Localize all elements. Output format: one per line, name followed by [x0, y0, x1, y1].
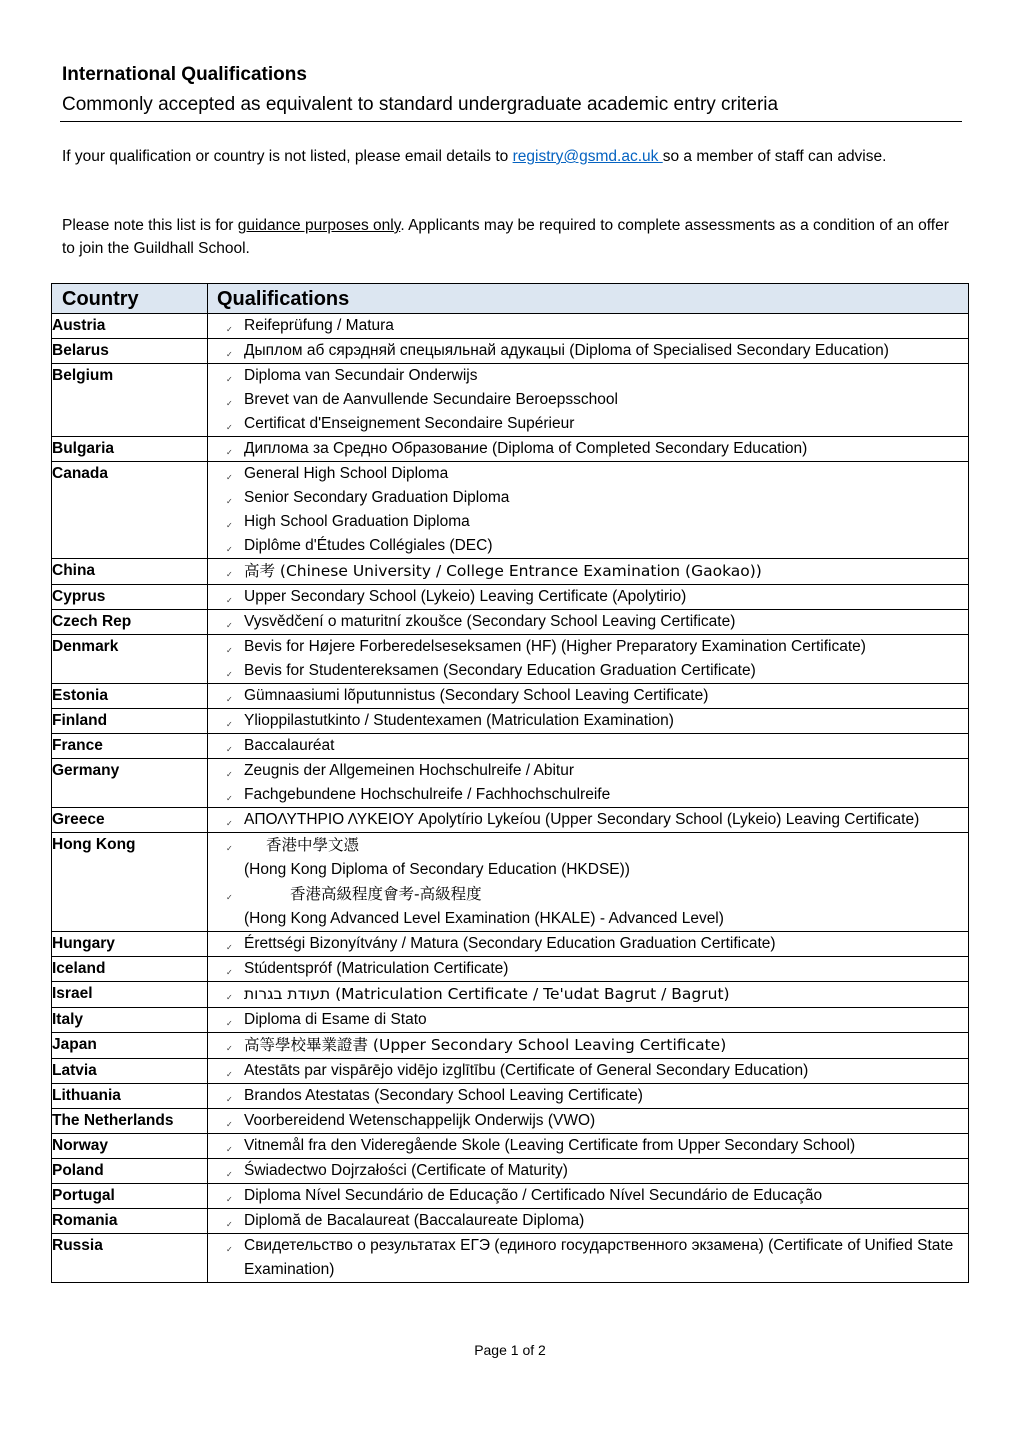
contact-text-before: If your qualification or country is not listed, please email details to	[62, 148, 513, 165]
checkmark-bullet-icon: ✓	[226, 570, 233, 579]
qualifications-cell	[208, 1184, 969, 1209]
qualification-text: Fachgebundene Hochschulreife / Fachhochschulreife	[244, 786, 611, 803]
checkmark-bullet-icon: ✓	[226, 943, 233, 952]
table-row	[52, 1134, 969, 1159]
country-cell: Czech Rep	[52, 610, 208, 635]
qualification-text: Диплома за Средно Образование (Diploma of Completed Secondary Education)	[244, 440, 808, 457]
registry-email-link[interactable]: registry@gsmd.ac.uk	[512, 148, 663, 165]
qualifications-cell	[208, 610, 969, 635]
country-cell: China	[52, 559, 208, 585]
qualifications-cell	[208, 1109, 969, 1134]
checkmark-bullet-icon: ✓	[226, 325, 233, 334]
country-cell: Hong Kong	[52, 833, 208, 932]
qualification-text: Baccalauréat	[244, 737, 335, 754]
qualification-item	[208, 858, 968, 882]
table-row	[52, 1209, 969, 1234]
qualification-item	[208, 734, 968, 758]
qualification-item	[208, 462, 968, 486]
checkmark-bullet-icon: ✓	[226, 893, 233, 902]
qualification-text: Stúdentspróf (Matriculation Certificate)	[244, 960, 509, 977]
qualification-text: Diploma van Secundair Onderwijs	[244, 367, 478, 384]
qualification-text: Diploma di Esame di Stato	[244, 1011, 427, 1028]
qualification-text: Świadectwo Dojrzałości (Certificate of Maturity)	[244, 1162, 568, 1179]
qualification-item	[208, 534, 968, 558]
qualifications-cell	[208, 709, 969, 734]
country-cell: Bulgaria	[52, 437, 208, 462]
table-row	[52, 957, 969, 982]
qualification-text: Reifeprüfung / Matura	[244, 317, 394, 334]
table-row	[52, 1084, 969, 1109]
country-cell: Japan	[52, 1033, 208, 1059]
qualification-item	[208, 759, 968, 783]
qualifications-cell	[208, 982, 969, 1008]
intro-paragraph-contact	[62, 145, 952, 168]
qualification-text: Brevet van de Aanvullende Secundaire Beroepsschool	[244, 391, 618, 408]
table-row	[52, 339, 969, 364]
table-row	[52, 684, 969, 709]
table-row	[52, 559, 969, 585]
qualification-item	[208, 585, 968, 609]
country-cell: Finland	[52, 709, 208, 734]
checkmark-bullet-icon: ✓	[226, 1195, 233, 1204]
country-cell: Italy	[52, 1008, 208, 1033]
table-row	[52, 734, 969, 759]
qualification-item	[208, 559, 968, 584]
qualification-text: Vysvědčení o maturitní zkoušce (Secondary School Leaving Certificate)	[244, 613, 736, 630]
qualification-item	[208, 1134, 968, 1158]
checkmark-bullet-icon: ✓	[226, 621, 233, 630]
table-row	[52, 1159, 969, 1184]
guidance-text-before: Please note this list is for	[62, 217, 238, 234]
document-subtitle: Commonly accepted as equivalent to standard undergraduate academic entry criteria	[62, 94, 779, 115]
country-cell: Austria	[52, 314, 208, 339]
page-number: Page 1 of 2	[474, 1342, 546, 1358]
qualification-text: Bevis for Højere Forberedelseseksamen (HF) (Higher Preparatory Examination Certificate)	[244, 638, 866, 655]
checkmark-bullet-icon: ✓	[226, 1019, 233, 1028]
guidance-text-after: . Applicants may be required to complete assessments as a condition of an offer to join the Guildhall School.	[62, 217, 949, 257]
qualifications-cell	[208, 833, 969, 932]
intro-paragraph-guidance	[62, 214, 952, 260]
checkmark-bullet-icon: ✓	[226, 448, 233, 457]
qualification-text: Atestāts par vispārējo vidējo izglītību (Certificate of General Secondary Education)	[244, 1062, 809, 1079]
qualification-text: תעודת בגרות (Matriculation Certificate / Te'udat Bagrut / Bagrut)	[244, 985, 730, 1003]
qualification-item	[208, 957, 968, 981]
checkmark-bullet-icon: ✓	[226, 695, 233, 704]
document-title: International Qualifications	[62, 64, 307, 85]
qualification-item	[208, 486, 968, 510]
table-row	[52, 1059, 969, 1084]
qualifications-cell	[208, 932, 969, 957]
table-row	[52, 610, 969, 635]
table-row	[52, 1109, 969, 1134]
checkmark-bullet-icon: ✓	[226, 993, 233, 1002]
qualification-item	[208, 932, 968, 956]
qualification-text: Ylioppilastutkinto / Studentexamen (Matriculation Examination)	[244, 712, 674, 729]
checkmark-bullet-icon: ✓	[226, 596, 233, 605]
table-body	[52, 314, 969, 1283]
qualifications-cell	[208, 1084, 969, 1109]
table-row	[52, 808, 969, 833]
qualifications-cell	[208, 808, 969, 833]
checkmark-bullet-icon: ✓	[226, 646, 233, 655]
qualification-text: (Hong Kong Diploma of Secondary Education (HKDSE))	[244, 861, 630, 878]
country-cell: Belgium	[52, 364, 208, 437]
checkmark-bullet-icon: ✓	[226, 1120, 233, 1129]
qualification-item	[208, 1059, 968, 1083]
qualifications-cell	[208, 1008, 969, 1033]
country-cell: France	[52, 734, 208, 759]
checkmark-bullet-icon: ✓	[226, 670, 233, 679]
qualification-text: Diplomă de Bacalaureat (Baccalaureate Diploma)	[244, 1212, 585, 1229]
country-cell: Latvia	[52, 1059, 208, 1084]
checkmark-bullet-icon: ✓	[226, 720, 233, 729]
qualification-item	[208, 882, 968, 907]
table-row	[52, 1184, 969, 1209]
qualification-item	[208, 510, 968, 534]
qualification-item	[208, 783, 968, 807]
checkmark-bullet-icon: ✓	[226, 770, 233, 779]
country-cell: Norway	[52, 1134, 208, 1159]
qualification-text: 香港中學文憑	[266, 836, 360, 854]
qualifications-cell	[208, 1234, 969, 1283]
country-cell: Russia	[52, 1234, 208, 1283]
country-cell: Lithuania	[52, 1084, 208, 1109]
country-cell: Belarus	[52, 339, 208, 364]
qualifications-cell	[208, 462, 969, 559]
checkmark-bullet-icon: ✓	[226, 473, 233, 482]
checkmark-bullet-icon: ✓	[226, 423, 233, 432]
country-cell: Germany	[52, 759, 208, 808]
qualification-text: Свидетельство о результатах ЕГЭ (единого государственного экзамена) (Certificate of Unified State Examination)	[244, 1237, 954, 1278]
qualification-text: Diploma Nível Secundário de Educação / Certificado Nível Secundário de Educação	[244, 1187, 823, 1204]
table-row	[52, 437, 969, 462]
qualifications-cell	[208, 585, 969, 610]
table-row	[52, 1033, 969, 1059]
checkmark-bullet-icon: ✓	[226, 375, 233, 384]
qualification-item	[208, 1084, 968, 1108]
table-row	[52, 759, 969, 808]
table-row	[52, 585, 969, 610]
qualifications-cell	[208, 684, 969, 709]
country-column-header: Country	[52, 284, 208, 314]
qualifications-cell	[208, 734, 969, 759]
country-cell: Poland	[52, 1159, 208, 1184]
checkmark-bullet-icon: ✓	[226, 745, 233, 754]
qualification-text: (Hong Kong Advanced Level Examination (HKALE) - Advanced Level)	[244, 910, 724, 927]
qualification-text: Дыплом аб сярэдняй спецыяльнай адукацыі (Diploma of Specialised Secondary Education)	[244, 342, 889, 359]
qualification-item	[208, 1033, 968, 1058]
table-row	[52, 1234, 969, 1283]
country-cell: Greece	[52, 808, 208, 833]
qualifications-cell	[208, 957, 969, 982]
checkmark-bullet-icon: ✓	[226, 545, 233, 554]
country-cell: Israel	[52, 982, 208, 1008]
qualifications-cell	[208, 1134, 969, 1159]
checkmark-bullet-icon: ✓	[226, 1245, 233, 1254]
qualification-text: Érettségi Bizonyítvány / Matura (Secondary Education Graduation Certificate)	[244, 935, 776, 952]
qualification-text: High School Graduation Diploma	[244, 513, 470, 530]
qualification-text: Upper Secondary School (Lykeio) Leaving Certificate (Apolytirio)	[244, 588, 687, 605]
checkmark-bullet-icon: ✓	[226, 819, 233, 828]
qualifications-cell	[208, 437, 969, 462]
qualification-item	[208, 364, 968, 388]
qualification-item	[208, 339, 968, 363]
qualifications-cell	[208, 759, 969, 808]
qualification-item	[208, 437, 968, 461]
qualifications-cell	[208, 1033, 969, 1059]
checkmark-bullet-icon: ✓	[226, 1145, 233, 1154]
qualifications-cell	[208, 314, 969, 339]
qualification-item	[208, 833, 968, 858]
table-row	[52, 932, 969, 957]
table-row	[52, 462, 969, 559]
table-row	[52, 833, 969, 932]
qualifications-column-header: Qualifications	[208, 284, 969, 314]
table-row	[52, 1008, 969, 1033]
guidance-underlined-text: guidance purposes only	[237, 217, 401, 234]
qualification-text: 香港高級程度會考-高級程度	[290, 885, 482, 903]
qualification-text: 高等學校畢業證書 (Upper Secondary School Leaving Certificate)	[244, 1036, 727, 1054]
checkmark-bullet-icon: ✓	[226, 1170, 233, 1179]
qualification-item	[208, 1209, 968, 1233]
qualification-item	[208, 412, 968, 436]
checkmark-bullet-icon: ✓	[226, 1044, 233, 1053]
qualifications-cell	[208, 635, 969, 684]
qualification-text: General High School Diploma	[244, 465, 449, 482]
contact-text-after: so a member of staff can advise.	[662, 148, 887, 165]
table-row	[52, 982, 969, 1008]
qualification-text: Vitnemål fra den Videregående Skole (Leaving Certificate from Upper Secondary School)	[244, 1137, 856, 1154]
qualifications-cell	[208, 1159, 969, 1184]
table-row	[52, 364, 969, 437]
country-cell: Estonia	[52, 684, 208, 709]
country-cell: The Netherlands	[52, 1109, 208, 1134]
country-cell: Hungary	[52, 932, 208, 957]
country-cell: Cyprus	[52, 585, 208, 610]
checkmark-bullet-icon: ✓	[226, 1070, 233, 1079]
qualifications-cell	[208, 339, 969, 364]
qualification-text: Bevis for Studentereksamen (Secondary Education Graduation Certificate)	[244, 662, 756, 679]
checkmark-bullet-icon: ✓	[226, 1220, 233, 1229]
qualification-item	[208, 314, 968, 338]
checkmark-bullet-icon: ✓	[226, 1095, 233, 1104]
qualifications-cell	[208, 1059, 969, 1084]
checkmark-bullet-icon: ✓	[226, 844, 233, 853]
country-cell: Denmark	[52, 635, 208, 684]
checkmark-bullet-icon: ✓	[226, 968, 233, 977]
table-row	[52, 635, 969, 684]
qualification-item	[208, 388, 968, 412]
qualification-text: 高考 (Chinese University / College Entrance Examination (Gaokao))	[244, 562, 762, 580]
qualification-item	[208, 808, 968, 832]
qualification-item	[208, 1109, 968, 1133]
qualification-item	[208, 1184, 968, 1208]
qualification-item	[208, 709, 968, 733]
qualification-text: Voorbereidend Wetenschappelijk Onderwijs (VWO)	[244, 1112, 596, 1129]
qualification-text: Gümnaasiumi lõputunnistus (Secondary School Leaving Certificate)	[244, 687, 709, 704]
qualification-item	[208, 907, 968, 931]
table-row	[52, 314, 969, 339]
country-cell: Iceland	[52, 957, 208, 982]
checkmark-bullet-icon: ✓	[226, 497, 233, 506]
qualifications-table	[51, 283, 969, 1283]
qualification-text: Diplôme d'Études Collégiales (DEC)	[244, 537, 493, 554]
country-cell: Romania	[52, 1209, 208, 1234]
qualifications-cell	[208, 364, 969, 437]
qualification-item	[208, 1159, 968, 1183]
table-row	[52, 709, 969, 734]
qualification-item	[208, 635, 968, 659]
country-cell: Canada	[52, 462, 208, 559]
qualification-item	[208, 684, 968, 708]
qualification-item	[208, 982, 968, 1007]
table-header-row	[52, 284, 969, 314]
title-divider	[60, 121, 962, 122]
qualifications-cell	[208, 559, 969, 585]
qualification-text: Brandos Atestatas (Secondary School Leaving Certificate)	[244, 1087, 643, 1104]
qualification-item	[208, 1008, 968, 1032]
checkmark-bullet-icon: ✓	[226, 399, 233, 408]
qualification-item	[208, 1234, 968, 1282]
checkmark-bullet-icon: ✓	[226, 521, 233, 530]
qualification-item	[208, 610, 968, 634]
qualification-text: Zeugnis der Allgemeinen Hochschulreife / Abitur	[244, 762, 574, 779]
qualification-text: ΑΠΟΛΥΤΗΡΙΟ ΛΥΚΕΙΟΥ Apolytírio Lykeíou (Upper Secondary School (Lykeio) Leaving Certificate)	[244, 811, 920, 828]
qualification-item	[208, 659, 968, 683]
checkmark-bullet-icon: ✓	[226, 794, 233, 803]
qualification-text: Certificat d'Enseignement Secondaire Supérieur	[244, 415, 575, 432]
qualification-text: Senior Secondary Graduation Diploma	[244, 489, 510, 506]
checkmark-bullet-icon: ✓	[226, 350, 233, 359]
country-cell: Portugal	[52, 1184, 208, 1209]
qualifications-cell	[208, 1209, 969, 1234]
